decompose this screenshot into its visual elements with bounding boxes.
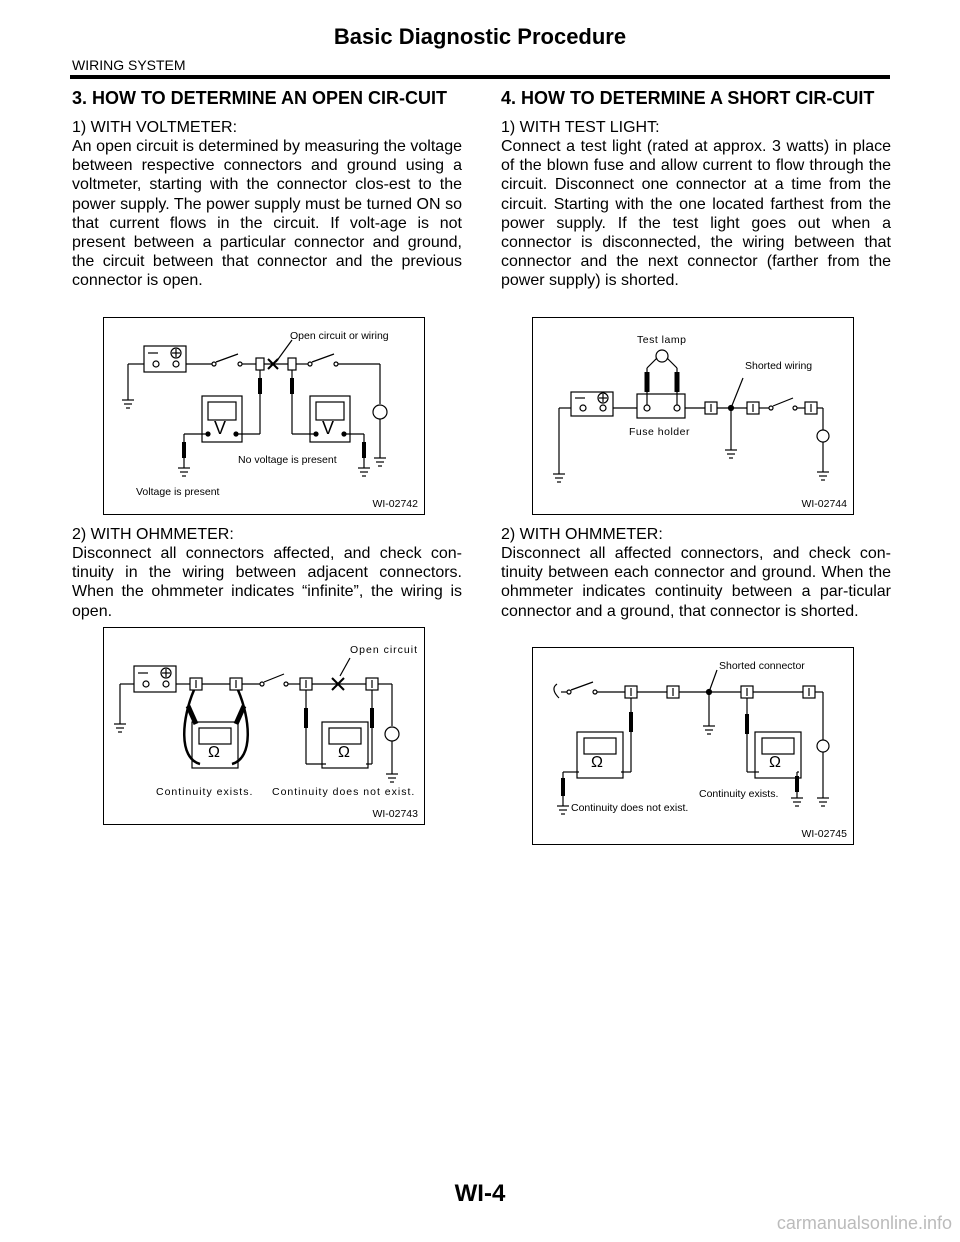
label-continuity-not-exist: Continuity does not exist. [272, 786, 416, 798]
test-light-subheading: 1) WITH TEST LIGHT: [501, 119, 660, 136]
label-test-lamp: Test lamp [637, 334, 687, 346]
ohm-symbol-right: Ω [338, 744, 350, 761]
page-number: WI-4 [454, 1180, 506, 1207]
meter-symbol-right: V [322, 418, 335, 438]
figure-id: WI-02744 [801, 498, 847, 510]
label-open-circuit: Open circuit [350, 644, 419, 656]
ohmmeter-short-diagram [533, 648, 853, 844]
figure-voltmeter-open [103, 317, 425, 515]
watermark: carmanualsonline.info [776, 1213, 952, 1233]
left-column [72, 88, 462, 291]
label-shorted-wiring: Shorted wiring [745, 360, 813, 372]
figure-id: WI-02743 [372, 808, 418, 820]
label-continuity-exists: Continuity exists. [699, 788, 779, 800]
ohm-symbol-left: Ω [208, 744, 220, 761]
label-continuity-not-exist: Continuity does not exist. [571, 802, 689, 814]
label-fuse-holder: Fuse holder [629, 426, 690, 438]
label-open-circuit-or-wiring: Open circuit or wiring [290, 330, 389, 342]
ohmmeter-paragraph-left: Disconnect all connectors affected, and check con-tinuity in the wiring between adjacent connectors. When the ohmmeter indicates “infinite”, the wiring is open. [72, 545, 462, 620]
voltmeter-subheading: 1) WITH VOLTMETER: [72, 119, 238, 136]
meter-symbol-left: V [214, 418, 227, 438]
label-shorted-connector: Shorted connector [719, 660, 805, 672]
label-voltage-present: Voltage is present [136, 486, 220, 498]
section-label: WIRING SYSTEM [72, 57, 186, 73]
figure-ohmmeter-open [103, 627, 425, 825]
ohm-symbol-left: Ω [591, 754, 603, 771]
figure-id: WI-02745 [801, 828, 847, 840]
figure-id: WI-02742 [372, 498, 418, 510]
label-no-voltage: No voltage is present [238, 454, 337, 466]
header-rule [70, 75, 890, 79]
open-circuit-heading: 3. HOW TO DETERMINE AN OPEN CIR-CUIT [72, 88, 448, 108]
page-title: Basic Diagnostic Procedure [333, 24, 627, 49]
ohmmeter-subheading-right: 2) WITH OHMMETER: [501, 526, 663, 543]
left-column-lower [72, 525, 462, 621]
figure-test-light-short [532, 317, 854, 515]
voltmeter-paragraph: An open circuit is determined by measuring the voltage between respective connectors and ground using a voltmeter, starting with the connector clos-est to the power supply. The power supply must be turned ON so that current flows in the circuit. If volt-age is not present between a particular connector and ground, the circuit between that connector and the previous connector is open. [72, 138, 462, 290]
figure-ohmmeter-short [532, 647, 854, 845]
test-light-diagram [533, 318, 853, 514]
label-continuity-exists: Continuity exists. [156, 786, 254, 798]
ohmmeter-subheading-left: 2) WITH OHMMETER: [72, 526, 234, 543]
right-column-lower [501, 525, 891, 621]
short-circuit-heading: 4. HOW TO DETERMINE A SHORT CIR-CUIT [501, 88, 875, 108]
ohm-symbol-right: Ω [769, 754, 781, 771]
ohmmeter-paragraph-right: Disconnect all affected connectors, and check con-tinuity between each connector and ground. When the ohmmeter indicates continuity between a par-ticular connector and a ground, that connector is shorted. [501, 545, 891, 620]
right-column [501, 88, 891, 291]
voltmeter-diagram [104, 318, 424, 514]
test-light-paragraph: Connect a test light (rated at approx. 3 watts) in place of the blown fuse and allow current to flow through the circuit. Disconnect one connector at a time from the circuit. Starting with the one located farthest from the power supply. If the test light goes out when a connector is disconnected, the wiring between that connector and the next connector (farther from the power supply) is shorted. [501, 138, 891, 290]
